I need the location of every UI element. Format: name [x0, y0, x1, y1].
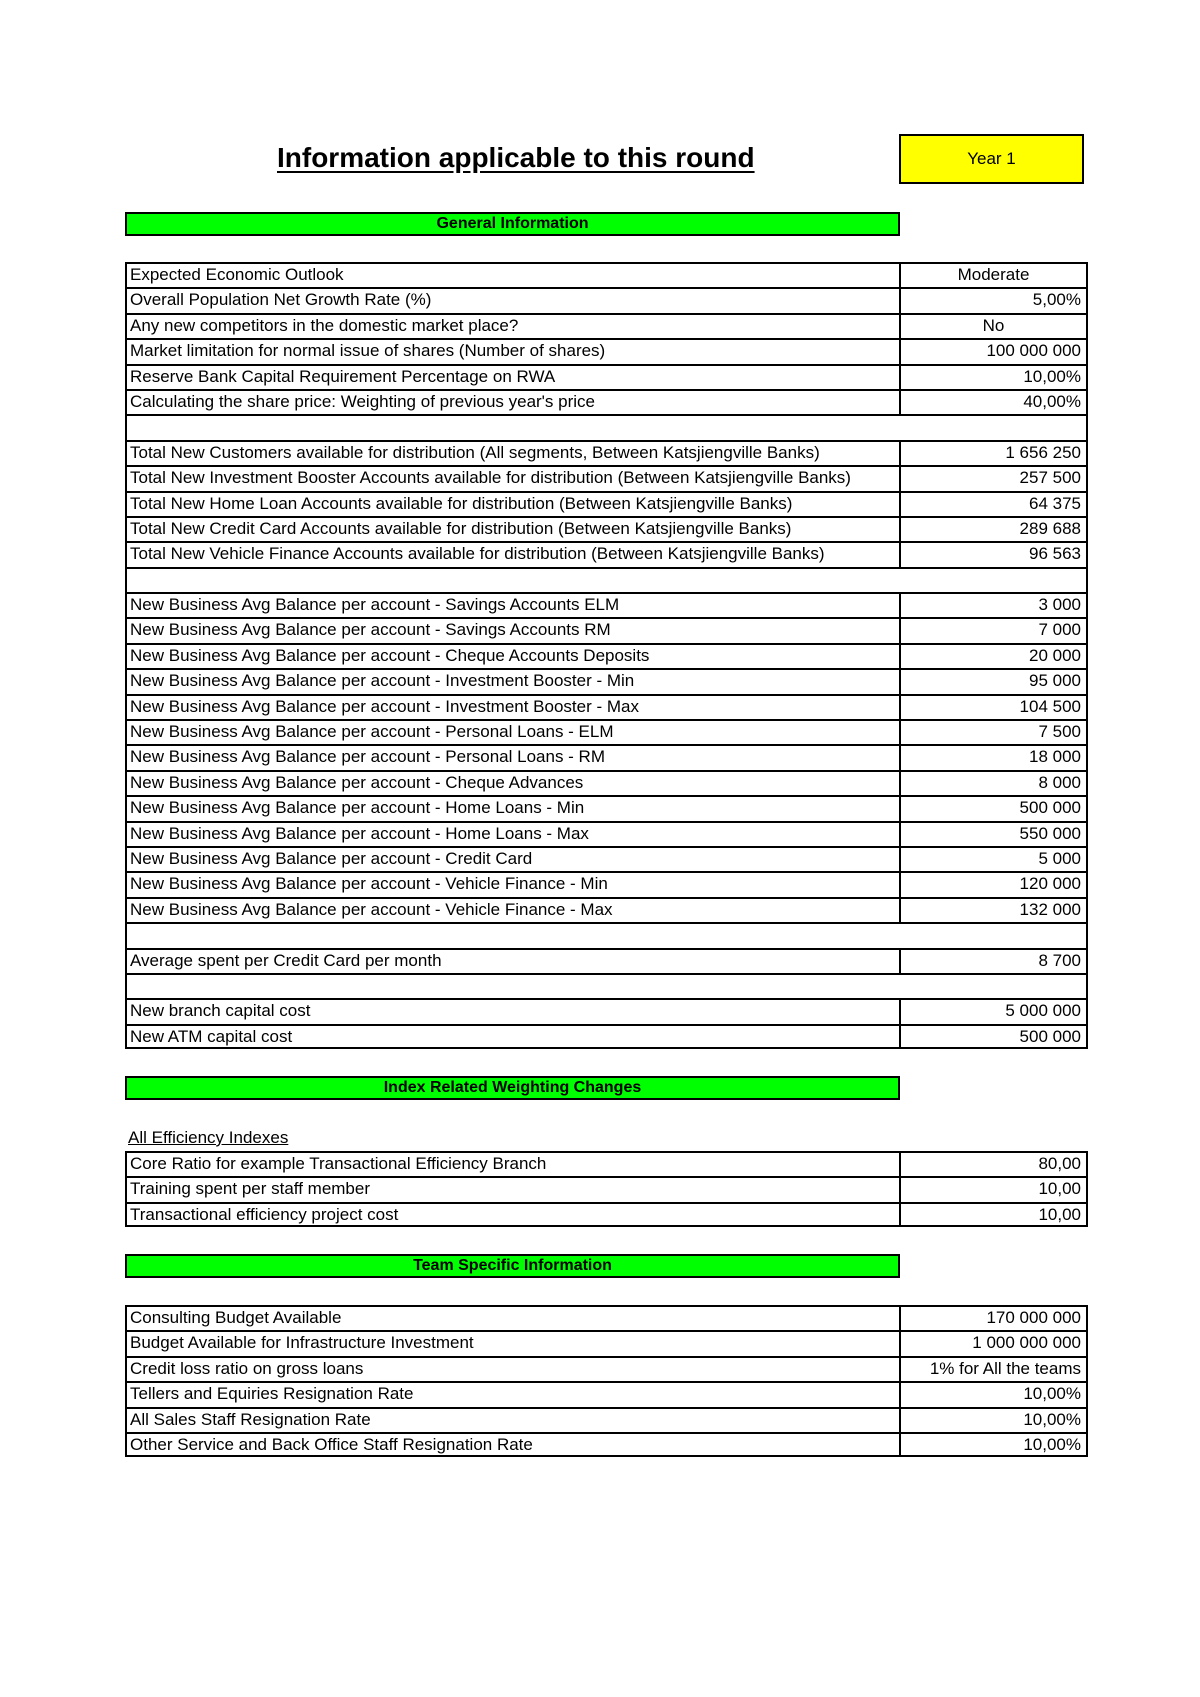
- table-row: [125, 592, 1088, 617]
- row-value: 64 375: [1029, 493, 1081, 513]
- row-value: 10,00%: [1023, 1434, 1081, 1454]
- table-row: [125, 744, 1088, 769]
- row-label: Consulting Budget Available: [127, 1307, 901, 1330]
- table-row: [125, 1356, 1088, 1381]
- spacer-row: [125, 567, 1088, 592]
- row-label: Total New Credit Card Accounts available for distribution (Between Katsjiengville Banks): [127, 518, 901, 541]
- section-header-team: Team Specific Information: [125, 1254, 900, 1278]
- table-row: [125, 821, 1088, 846]
- table-row: [125, 617, 1088, 642]
- table-row: [125, 1151, 1088, 1176]
- row-label: Calculating the share price: Weighting of previous year's price: [127, 391, 901, 414]
- row-value: 10,00: [1038, 1204, 1081, 1224]
- row-value: 5 000 000: [1005, 1001, 1081, 1021]
- row-value: 96 563: [1029, 544, 1081, 564]
- table-row: [125, 719, 1088, 744]
- table-row: [125, 541, 1088, 566]
- table-row: [125, 1407, 1088, 1432]
- row-label: Total New Investment Booster Accounts available for distribution (Between Katsjiengville Banks): [127, 467, 901, 490]
- table-row: [125, 846, 1088, 871]
- row-label: Market limitation for normal issue of shares (Number of shares): [127, 340, 901, 363]
- table-row: [125, 287, 1088, 312]
- row-label: Any new competitors in the domestic market place?: [127, 315, 901, 338]
- row-label: New Business Avg Balance per account - Vehicle Finance - Max: [127, 899, 901, 922]
- row-label: New Business Avg Balance per account - Investment Booster - Min: [127, 670, 901, 693]
- row-label: New Business Avg Balance per account - Savings Accounts ELM: [127, 594, 901, 617]
- row-value: 170 000 000: [986, 1308, 1081, 1327]
- row-value: 289 688: [1019, 518, 1081, 538]
- row-value: 132 000: [1019, 899, 1081, 919]
- table-row: [125, 1024, 1088, 1049]
- row-label: Reserve Bank Capital Requirement Percentage on RWA: [127, 366, 901, 389]
- table-row: [125, 948, 1088, 973]
- table-row: [125, 364, 1088, 389]
- table-row: [125, 1305, 1088, 1330]
- index-subheading: All Efficiency Indexes: [128, 1128, 289, 1147]
- row-label: All Sales Staff Resignation Rate: [127, 1409, 901, 1432]
- row-label: Training spent per staff member: [127, 1178, 901, 1201]
- row-label: Total New Home Loan Accounts available for distribution (Between Katsjiengville Banks): [127, 493, 901, 516]
- spacer-row: [125, 922, 1088, 947]
- section-header-general: General Information: [125, 212, 900, 236]
- row-label: Credit loss ratio on gross loans: [127, 1358, 901, 1381]
- table-row: [125, 643, 1088, 668]
- row-value: 5,00%: [1032, 290, 1081, 310]
- row-value: 257 500: [1019, 468, 1081, 488]
- row-value: 40,00%: [1023, 391, 1081, 411]
- row-value: 500 000: [1019, 1026, 1081, 1046]
- row-value: 20 000: [1029, 645, 1081, 665]
- row-label: Budget Available for Infrastructure Investment: [127, 1332, 901, 1355]
- table-row: [125, 668, 1088, 693]
- row-value: 104 500: [1019, 696, 1081, 716]
- row-label: New Business Avg Balance per account - Credit Card: [127, 848, 901, 871]
- row-value: 1 000 000 000: [972, 1333, 1081, 1353]
- year-badge: Year 1: [899, 134, 1084, 184]
- row-label: Overall Population Net Growth Rate (%): [127, 289, 901, 312]
- row-label: Other Service and Back Office Staff Resignation Rate: [127, 1434, 901, 1455]
- table-row: [125, 465, 1088, 490]
- row-label: New branch capital cost: [127, 1000, 901, 1023]
- index-weighting-table: [125, 1151, 1088, 1227]
- row-value: 100 000 000: [986, 341, 1081, 361]
- row-label: New Business Avg Balance per account - Investment Booster - Max: [127, 696, 901, 719]
- row-label: New ATM capital cost: [127, 1026, 901, 1047]
- row-value: 550 000: [1019, 823, 1081, 843]
- row-label: Transactional efficiency project cost: [127, 1204, 901, 1225]
- row-label: New Business Avg Balance per account - Home Loans - Max: [127, 823, 901, 846]
- spacer-row: [125, 973, 1088, 998]
- section-header-index: Index Related Weighting Changes: [125, 1076, 900, 1100]
- table-row: [125, 491, 1088, 516]
- row-label: Average spent per Credit Card per month: [127, 950, 901, 973]
- page-title: Information applicable to this round: [277, 142, 755, 173]
- table-row: [125, 338, 1088, 363]
- row-value: 10,00%: [1023, 1384, 1081, 1404]
- table-row: [125, 516, 1088, 541]
- row-value: 7 000: [1038, 620, 1081, 640]
- row-value: 8 700: [1038, 950, 1081, 970]
- row-value: 10,00: [1038, 1179, 1081, 1199]
- row-value: Moderate: [957, 265, 1030, 284]
- table-row: [125, 694, 1088, 719]
- table-row: [125, 795, 1088, 820]
- row-label: New Business Avg Balance per account - Personal Loans - RM: [127, 746, 901, 769]
- row-label: Expected Economic Outlook: [127, 264, 901, 287]
- table-row: [125, 1176, 1088, 1201]
- team-information-table: [125, 1305, 1088, 1457]
- row-label: Total New Vehicle Finance Accounts available for distribution (Between Katsjiengville Banks): [127, 543, 901, 566]
- table-row: [125, 1330, 1088, 1355]
- row-value: 120 000: [1019, 874, 1081, 894]
- row-value: 10,00%: [1023, 366, 1081, 386]
- row-label: Total New Customers available for distribution (All segments, Between Katsjiengville Banks): [127, 442, 901, 465]
- row-label: Core Ratio for example Transactional Efficiency Branch: [127, 1153, 901, 1176]
- table-row: [125, 897, 1088, 922]
- row-value: 80,00: [1038, 1154, 1081, 1173]
- row-label: New Business Avg Balance per account - Personal Loans - ELM: [127, 721, 901, 744]
- table-row: [125, 1432, 1088, 1457]
- row-value: 95 000: [1029, 671, 1081, 691]
- table-row: [125, 998, 1088, 1023]
- row-value: 18 000: [1029, 747, 1081, 767]
- table-row: [125, 313, 1088, 338]
- row-value: 500 000: [1019, 798, 1081, 818]
- table-row: [125, 871, 1088, 896]
- row-value: 1 656 250: [1005, 442, 1081, 462]
- row-value: 3 000: [1038, 595, 1081, 615]
- row-label: New Business Avg Balance per account - Home Loans - Min: [127, 797, 901, 820]
- row-label: New Business Avg Balance per account - Savings Accounts RM: [127, 619, 901, 642]
- table-row: [125, 440, 1088, 465]
- row-label: New Business Avg Balance per account - Cheque Accounts Deposits: [127, 645, 901, 668]
- row-value: 1% for All the teams: [929, 1358, 1081, 1378]
- row-label: New Business Avg Balance per account - Vehicle Finance - Min: [127, 873, 901, 896]
- row-label: New Business Avg Balance per account - Cheque Advances: [127, 772, 901, 795]
- table-row: [125, 262, 1088, 287]
- row-label: Tellers and Equiries Resignation Rate: [127, 1383, 901, 1406]
- table-row: [125, 389, 1088, 414]
- row-value: 5 000: [1038, 848, 1081, 868]
- row-value: 10,00%: [1023, 1409, 1081, 1429]
- row-value: 7 500: [1038, 722, 1081, 742]
- spacer-row: [125, 414, 1088, 439]
- table-row: [125, 1202, 1088, 1227]
- table-row: [125, 1381, 1088, 1406]
- row-value: 8 000: [1038, 772, 1081, 792]
- general-information-table: [125, 262, 1088, 1049]
- row-value: No: [982, 315, 1005, 335]
- table-row: [125, 770, 1088, 795]
